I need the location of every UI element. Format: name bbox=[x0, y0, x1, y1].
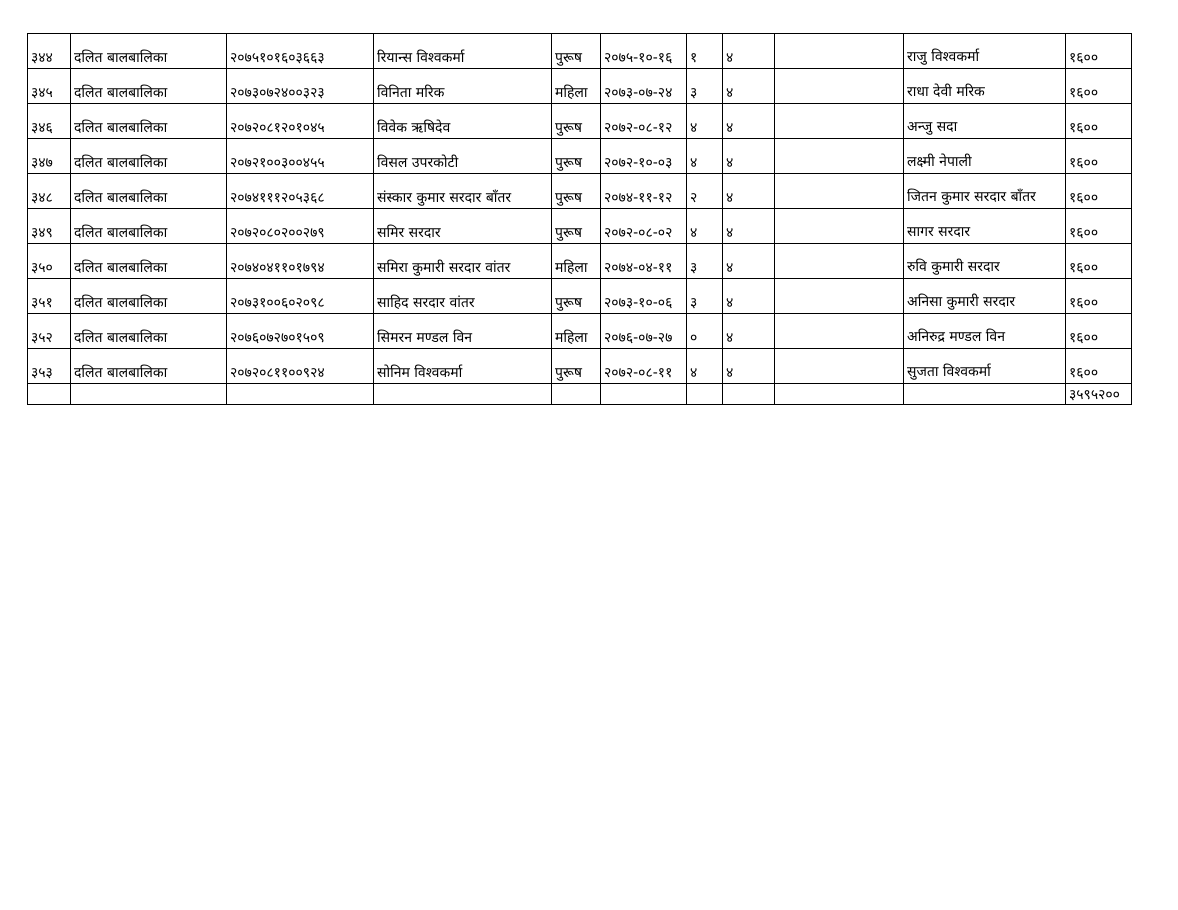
beneficiary-table bbox=[27, 33, 1132, 405]
table-row bbox=[28, 209, 1132, 244]
category-cell: दलित बालबालिका bbox=[71, 104, 227, 139]
serial-number-cell: ३५३ bbox=[28, 349, 71, 384]
serial-number-cell: ३४८ bbox=[28, 174, 71, 209]
id-number-cell: २०७५१०१६०३६६३ bbox=[227, 34, 374, 69]
category-cell: दलित बालबालिका bbox=[71, 349, 227, 384]
category-cell: दलित बालबालिका bbox=[71, 244, 227, 279]
id-number-cell: २०७३०७२४००३२३ bbox=[227, 69, 374, 104]
child-name-cell: संस्कार कुमार सरदार बाँतर bbox=[374, 174, 552, 209]
birth-date-cell: २०७६-०७-२७ bbox=[601, 314, 687, 349]
guardian-name-cell: सागर सरदार bbox=[904, 209, 1066, 244]
count-cell: ४ bbox=[723, 139, 775, 174]
total-cell-empty bbox=[775, 384, 904, 405]
count-cell: ४ bbox=[723, 279, 775, 314]
total-cell-empty bbox=[71, 384, 227, 405]
guardian-name-cell: अनिरुद्र मण्डल विन bbox=[904, 314, 1066, 349]
birth-date-cell: २०७२-०८-११ bbox=[601, 349, 687, 384]
gender-cell: पुरूष bbox=[552, 279, 601, 314]
blank-cell bbox=[775, 34, 904, 69]
birth-date-cell: २०७३-०७-२४ bbox=[601, 69, 687, 104]
guardian-name-cell: अनिसा कुमारी सरदार bbox=[904, 279, 1066, 314]
id-number-cell: २०७२०८१२०१०४५ bbox=[227, 104, 374, 139]
gender-cell: महिला bbox=[552, 244, 601, 279]
guardian-name-cell: लक्ष्मी नेपाली bbox=[904, 139, 1066, 174]
blank-cell bbox=[775, 209, 904, 244]
age-cell: १ bbox=[687, 34, 723, 69]
amount-cell: १६०० bbox=[1066, 244, 1132, 279]
age-cell: २ bbox=[687, 174, 723, 209]
blank-cell bbox=[775, 104, 904, 139]
blank-cell bbox=[775, 139, 904, 174]
id-number-cell: २०७४१११२०५३६८ bbox=[227, 174, 374, 209]
age-cell: ३ bbox=[687, 69, 723, 104]
serial-number-cell: ३५० bbox=[28, 244, 71, 279]
amount-cell: १६०० bbox=[1066, 174, 1132, 209]
child-name-cell: समिर सरदार bbox=[374, 209, 552, 244]
age-cell: ४ bbox=[687, 104, 723, 139]
blank-cell bbox=[775, 279, 904, 314]
table-row bbox=[28, 104, 1132, 139]
gender-cell: महिला bbox=[552, 69, 601, 104]
category-cell: दलित बालबालिका bbox=[71, 174, 227, 209]
guardian-name-cell: अन्जु सदा bbox=[904, 104, 1066, 139]
birth-date-cell: २०७३-१०-०६ bbox=[601, 279, 687, 314]
gender-cell: पुरूष bbox=[552, 34, 601, 69]
table-row bbox=[28, 314, 1132, 349]
id-number-cell: २०७४०४११०१७९४ bbox=[227, 244, 374, 279]
count-cell: ४ bbox=[723, 69, 775, 104]
child-name-cell: विसल उपरकोटी bbox=[374, 139, 552, 174]
age-cell: ४ bbox=[687, 139, 723, 174]
serial-number-cell: ३५२ bbox=[28, 314, 71, 349]
count-cell: ४ bbox=[723, 244, 775, 279]
id-number-cell: २०७६०७२७०१५०९ bbox=[227, 314, 374, 349]
total-cell-empty bbox=[227, 384, 374, 405]
birth-date-cell: २०७४-०४-११ bbox=[601, 244, 687, 279]
amount-cell: १६०० bbox=[1066, 314, 1132, 349]
amount-cell: १६०० bbox=[1066, 279, 1132, 314]
id-number-cell: २०७२१००३००४५५ bbox=[227, 139, 374, 174]
child-name-cell: सोनिम विश्वकर्मा bbox=[374, 349, 552, 384]
gender-cell: पुरूष bbox=[552, 104, 601, 139]
count-cell: ४ bbox=[723, 174, 775, 209]
serial-number-cell: ३४६ bbox=[28, 104, 71, 139]
child-name-cell: सिमरन मण्डल विन bbox=[374, 314, 552, 349]
guardian-name-cell: राजु विश्वकर्मा bbox=[904, 34, 1066, 69]
blank-cell bbox=[775, 174, 904, 209]
serial-number-cell: ३४७ bbox=[28, 139, 71, 174]
category-cell: दलित बालबालिका bbox=[71, 209, 227, 244]
table-row bbox=[28, 279, 1132, 314]
amount-cell: १६०० bbox=[1066, 139, 1132, 174]
amount-cell: १६०० bbox=[1066, 209, 1132, 244]
category-cell: दलित बालबालिका bbox=[71, 279, 227, 314]
blank-cell bbox=[775, 244, 904, 279]
child-name-cell: विवेक ऋषिदेव bbox=[374, 104, 552, 139]
blank-cell bbox=[775, 69, 904, 104]
id-number-cell: २०७३१००६०२०९८ bbox=[227, 279, 374, 314]
child-name-cell: रियान्स विश्वकर्मा bbox=[374, 34, 552, 69]
total-cell-empty bbox=[687, 384, 723, 405]
count-cell: ४ bbox=[723, 209, 775, 244]
id-number-cell: २०७२०८११००९२४ bbox=[227, 349, 374, 384]
total-cell-empty bbox=[601, 384, 687, 405]
table-row bbox=[28, 139, 1132, 174]
id-number-cell: २०७२०८०२००२७९ bbox=[227, 209, 374, 244]
category-cell: दलित बालबालिका bbox=[71, 69, 227, 104]
table-row bbox=[28, 69, 1132, 104]
category-cell: दलित बालबालिका bbox=[71, 34, 227, 69]
count-cell: ४ bbox=[723, 314, 775, 349]
total-row bbox=[28, 384, 1132, 405]
gender-cell: पुरूष bbox=[552, 349, 601, 384]
birth-date-cell: २०७५-१०-१६ bbox=[601, 34, 687, 69]
guardian-name-cell: जितन कुमार सरदार बाँतर bbox=[904, 174, 1066, 209]
count-cell: ४ bbox=[723, 349, 775, 384]
birth-date-cell: २०७२-०८-०२ bbox=[601, 209, 687, 244]
blank-cell bbox=[775, 314, 904, 349]
total-cell-empty bbox=[374, 384, 552, 405]
child-name-cell: समिरा कुमारी सरदार वांतर bbox=[374, 244, 552, 279]
total-cell-empty bbox=[28, 384, 71, 405]
serial-number-cell: ३४४ bbox=[28, 34, 71, 69]
guardian-name-cell: राधा देवी मरिक bbox=[904, 69, 1066, 104]
total-cell-empty bbox=[723, 384, 775, 405]
guardian-name-cell: रुवि कुमारी सरदार bbox=[904, 244, 1066, 279]
table-row bbox=[28, 244, 1132, 279]
age-cell: ४ bbox=[687, 209, 723, 244]
age-cell: ४ bbox=[687, 349, 723, 384]
gender-cell: महिला bbox=[552, 314, 601, 349]
table-body bbox=[28, 34, 1132, 384]
serial-number-cell: ३४५ bbox=[28, 69, 71, 104]
age-cell: ० bbox=[687, 314, 723, 349]
serial-number-cell: ३५१ bbox=[28, 279, 71, 314]
count-cell: ४ bbox=[723, 104, 775, 139]
category-cell: दलित बालबालिका bbox=[71, 139, 227, 174]
child-name-cell: विनिता मरिक bbox=[374, 69, 552, 104]
gender-cell: पुरूष bbox=[552, 174, 601, 209]
birth-date-cell: २०७४-११-१२ bbox=[601, 174, 687, 209]
blank-cell bbox=[775, 349, 904, 384]
count-cell: ४ bbox=[723, 34, 775, 69]
gender-cell: पुरूष bbox=[552, 139, 601, 174]
total-cell-empty bbox=[552, 384, 601, 405]
birth-date-cell: २०७२-१०-०३ bbox=[601, 139, 687, 174]
amount-cell: १६०० bbox=[1066, 34, 1132, 69]
amount-cell: १६०० bbox=[1066, 69, 1132, 104]
child-name-cell: साहिद सरदार वांतर bbox=[374, 279, 552, 314]
total-cell-empty bbox=[904, 384, 1066, 405]
serial-number-cell: ३४९ bbox=[28, 209, 71, 244]
age-cell: ३ bbox=[687, 279, 723, 314]
total-amount: ३५९५२०० bbox=[1066, 384, 1132, 405]
amount-cell: १६०० bbox=[1066, 349, 1132, 384]
gender-cell: पुरूष bbox=[552, 209, 601, 244]
age-cell: ३ bbox=[687, 244, 723, 279]
birth-date-cell: २०७२-०८-१२ bbox=[601, 104, 687, 139]
guardian-name-cell: सुजता विश्वकर्मा bbox=[904, 349, 1066, 384]
table-row bbox=[28, 34, 1132, 69]
category-cell: दलित बालबालिका bbox=[71, 314, 227, 349]
amount-cell: १६०० bbox=[1066, 104, 1132, 139]
table-row bbox=[28, 174, 1132, 209]
table-row bbox=[28, 349, 1132, 384]
